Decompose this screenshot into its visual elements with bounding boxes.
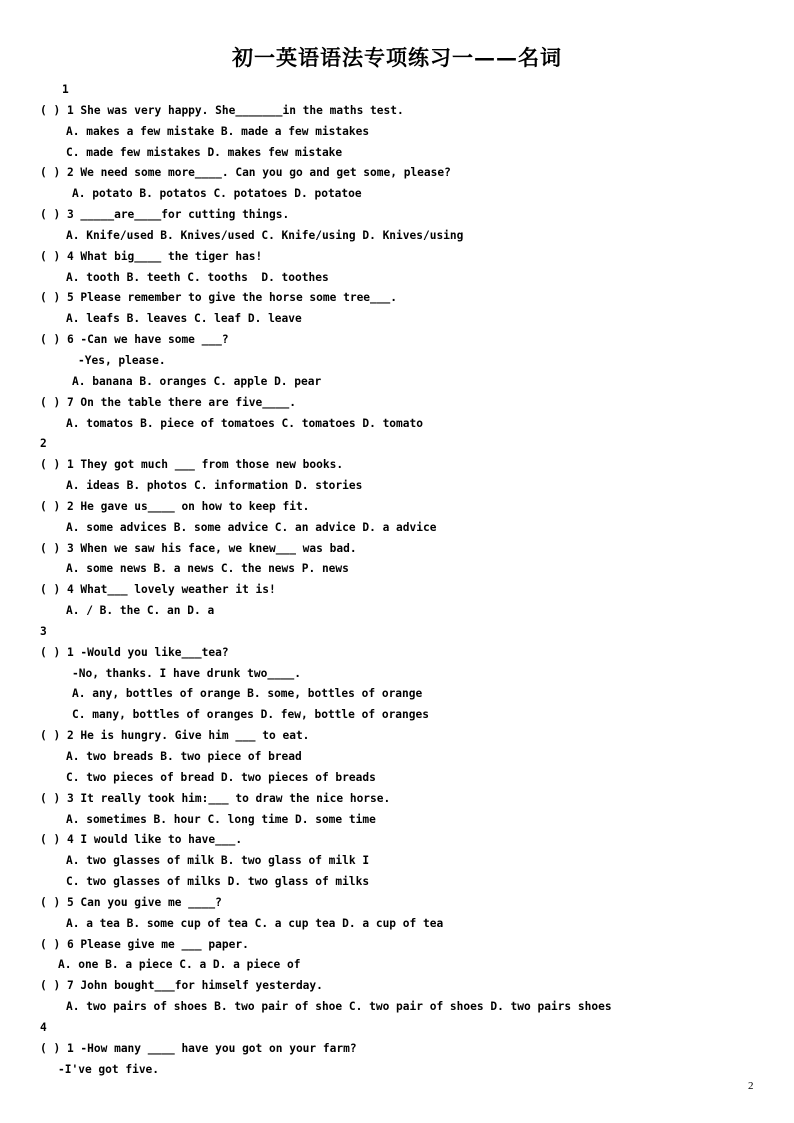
text-line: A. tomatos B. piece of tomatoes C. tomatoes D. tomato (66, 416, 423, 430)
text-line: A. Knife/used B. Knives/used C. Knife/using D. Knives/using (66, 228, 464, 242)
text-line: ( ) 1 -How many ____ have you got on your farm? (40, 1041, 357, 1055)
text-line: A. a tea B. some cup of tea C. a cup tea D. a cup of tea (66, 916, 444, 930)
text-line: ( ) 3 It really took him:___ to draw the nice horse. (40, 791, 391, 805)
text-line: ( ) 7 John bought___for himself yesterday. (40, 979, 323, 993)
text-line: A. potato B. potatos C. potatoes D. potatoe (72, 187, 362, 201)
text-line: A. leafs B. leaves C. leaf D. leave (66, 312, 302, 326)
text-line: ( ) 4 I would like to have___. (40, 833, 243, 847)
text-line: C. two glasses of milks D. two glass of milks (66, 875, 370, 889)
text-line: 2 (40, 437, 47, 451)
text-line: ( ) 6 Please give me ___ paper. (40, 937, 249, 951)
text-line: A. two glasses of milk B. two glass of milk I (66, 854, 370, 868)
text-line: ( ) 3 _____are____for cutting things. (40, 208, 290, 222)
text-line: A. ideas B. photos C. information D. stories (66, 479, 363, 493)
text-line: ( ) 1 -Would you like___tea? (40, 645, 229, 659)
text-line: ( ) 5 Please remember to give the horse some tree___. (40, 291, 397, 305)
text-line: A. two pairs of shoes B. two pair of shoe C. two pair of shoes D. two pairs shoes (66, 1000, 612, 1014)
text-line: A. any, bottles of orange B. some, bottles of orange (72, 687, 423, 701)
text-line: C. made few mistakes D. makes few mistake (66, 145, 343, 159)
text-line: ( ) 4 What___ lovely weather it is! (40, 583, 276, 597)
text-line: A. one B. a piece C. a D. a piece of (58, 958, 301, 972)
text-line: ( ) 2 He gave us____ on how to keep fit. (40, 499, 310, 513)
text-line: ( ) 1 They got much ___ from those new books. (40, 458, 344, 472)
page-number: 2 (748, 1080, 754, 1092)
text-line: A. tooth B. teeth C. tooths D. toothes (66, 270, 329, 284)
text-line: C. two pieces of bread D. two pieces of breads (66, 770, 376, 784)
text-line: A. makes a few mistake B. made a few mistakes (66, 124, 370, 138)
text-line: A. some advices B. some advice C. an advice D. a advice (66, 520, 437, 534)
text-line: -No, thanks. I have drunk two____. (72, 666, 302, 680)
text-line: ( ) 5 Can you give me ____? (40, 895, 222, 909)
text-line: A. / B. the C. an D. a (66, 604, 215, 618)
text-line: A. some news B. a news C. the news P. news (66, 562, 349, 576)
text-line: ( ) 2 He is hungry. Give him ___ to eat. (40, 729, 310, 743)
text-line: 3 (40, 624, 47, 638)
text-line: -I've got five. (58, 1062, 160, 1076)
text-line: 1 (62, 83, 69, 96)
text-line: -Yes, please. (78, 353, 166, 367)
text-line: A. two breads B. two piece of bread (66, 750, 302, 763)
text-line: ( ) 6 -Can we have some ___? (40, 333, 229, 347)
text-line: ( ) 4 What big____ the tiger has! (40, 249, 263, 263)
text-line: A. sometimes B. hour C. long time D. some time (66, 812, 376, 826)
text-line: C. many, bottles of oranges D. few, bottle of oranges (72, 708, 429, 722)
text-line: A. banana B. oranges C. apple D. pear (72, 374, 322, 388)
exercise-lines (0, 80, 794, 1081)
text-line: ( ) 7 On the table there are five____. (40, 395, 296, 409)
text-line: ( ) 1 She was very happy. She_______in the maths test. (40, 103, 404, 117)
page-title: 初一英语语法专项练习一——名词 (232, 45, 562, 70)
text-line: ( ) 3 When we saw his face, we knew___ was bad. (40, 541, 357, 555)
text-line: 4 (40, 1020, 47, 1034)
text-line: ( ) 2 We need some more____. Can you go and get some, please? (40, 166, 451, 180)
